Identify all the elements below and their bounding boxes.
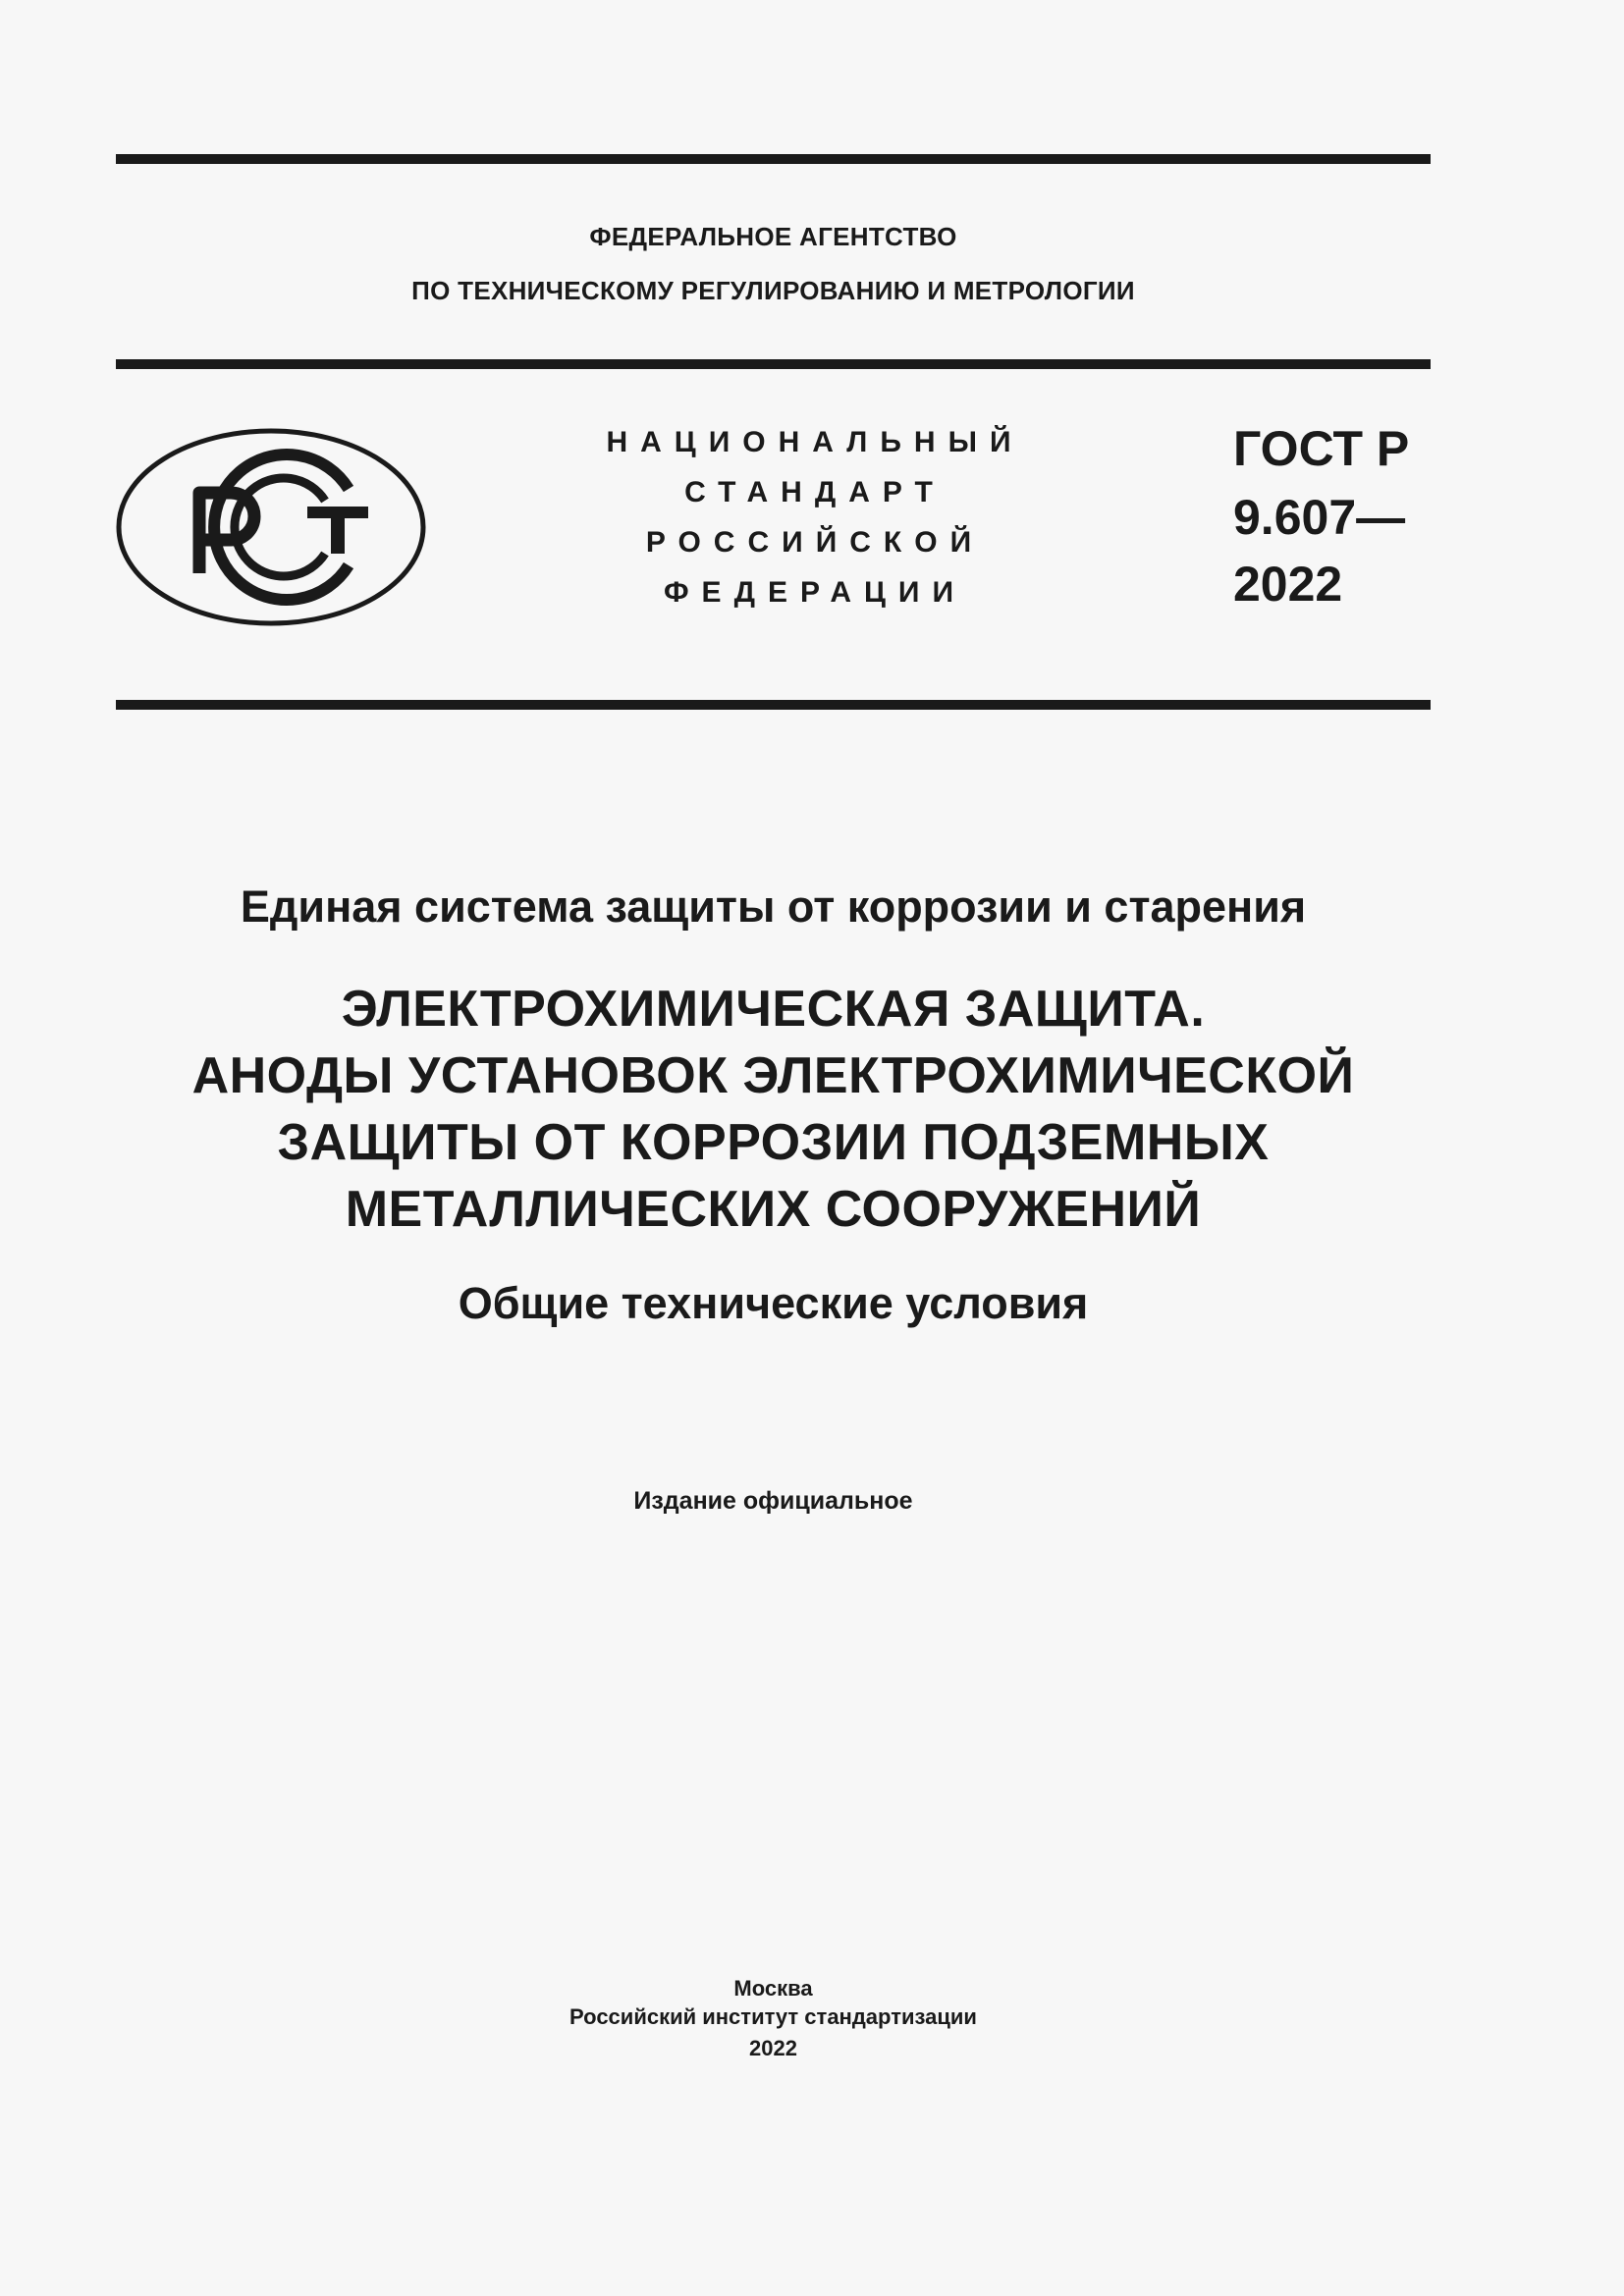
designation-line-3: 2022 (1233, 557, 1343, 612)
edition-note: Издание официальное (633, 1487, 913, 1515)
agency-name-line-2: ПО ТЕХНИЧЕСКОМУ РЕГУЛИРОВАНИЮ И МЕТРОЛОГИИ (411, 276, 1135, 305)
header-rule (116, 359, 1431, 369)
imprint-publisher: Российский институт стандартизации (569, 2004, 977, 2029)
agency-name-line-1: ФЕДЕРАЛЬНОЕ АГЕНТСТВО (589, 222, 957, 251)
main-title-line-2: АНОДЫ УСТАНОВОК ЭЛЕКТРОХИМИЧЕСКОЙ (191, 1047, 1355, 1104)
top-rule (116, 154, 1431, 164)
rst-logo-icon (115, 428, 427, 626)
imprint-city: Москва (733, 1976, 813, 2001)
main-title-line-1: ЭЛЕКТРОХИМИЧЕСКАЯ ЗАЩИТА. (341, 981, 1206, 1038)
standard-type-line-1: НАЦИОНАЛЬНЫЙ (606, 426, 1024, 458)
designation-line-2: 9.607— (1233, 490, 1406, 545)
imprint-year: 2022 (749, 2036, 797, 2060)
designation-line-1: ГОСТ Р (1233, 421, 1410, 476)
main-title-line-4: МЕТАЛЛИЧЕСКИХ СООРУЖЕНИЙ (345, 1181, 1202, 1238)
standard-type-line-2: СТАНДАРТ (684, 476, 946, 508)
standard-type-line-4: ФЕДЕРАЦИИ (663, 576, 967, 609)
section-rule (116, 700, 1431, 710)
main-title-line-3: ЗАЩИТЫ ОТ КОРРОЗИИ ПОДЗЕМНЫХ (277, 1114, 1270, 1171)
subtitle: Общие технические условия (458, 1278, 1089, 1328)
standard-type-line-3: РОССИЙСКОЙ (645, 526, 985, 559)
series-title: Единая система защиты от коррозии и старения (240, 881, 1307, 932)
